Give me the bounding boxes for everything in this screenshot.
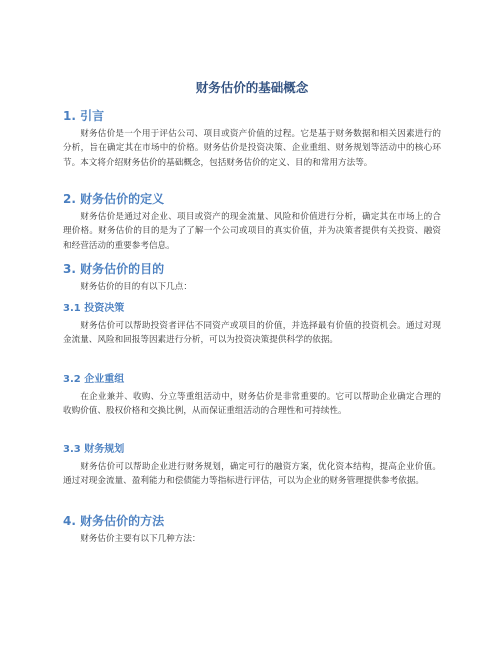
- subsection-paragraph-corporate-restructuring: 在企业兼并、收购、分立等重组活动中，财务估价是非常重要的。它可以帮助企业确定合理的收购价值、股权价格和交换比例，从而保证重组活动的合理性和可持续性。: [63, 392, 441, 417]
- section-heading-methods: 4. 财务估价的方法: [63, 514, 165, 528]
- section-heading-introduction: 1. 引言: [63, 109, 105, 123]
- subsection-heading-investment-decision: 3.1 投资决策: [63, 303, 125, 314]
- section-paragraph-definition: 财务估价是通过对企业、项目或资产的现金流量、风险和价值进行分析，确定其在市场上的合理价格。财务估价的目的是为了了解一个公司或项目的真实价值，并为决策者提供有关投资、融资和经营活动的重要参考信息。: [63, 212, 441, 251]
- subsection-paragraph-investment-decision: 财务估价可以帮助投资者评估不同资产或项目的价值，并选择最有价值的投资机会。通过对现金流量、风险和回报等因素进行分析，可以为投资决策提供科学的依据。: [63, 321, 441, 346]
- subsection-paragraph-financial-planning: 财务估价可以帮助企业进行财务规划，确定可行的融资方案，优化资本结构，提高企业价值。通过对现金流量、盈利能力和偿债能力等指标进行评估，可以为企业的财务管理提供参考依据。: [63, 462, 441, 487]
- section-paragraph-introduction: 财务估价是一个用于评估公司、项目或资产价值的过程。它是基于财务数据和相关因素进行的分析，旨在确定其在市场中的价格。财务估价是投资决策、企业重组、财务规划等活动中的核心环节。本文将介绍财务估价的基础概念，包括财务估价的定义、目的和常用方法等。: [63, 129, 441, 168]
- subsection-heading-corporate-restructuring: 3.2 企业重组: [63, 374, 125, 385]
- section-paragraph-methods: 财务估价主要有以下几种方法：: [80, 534, 201, 544]
- section-heading-definition: 2. 财务估价的定义: [63, 192, 165, 206]
- document-title: 财务估价的基础概念: [195, 80, 309, 95]
- section-paragraph-purpose: 财务估价的目的有以下几点：: [80, 282, 192, 292]
- section-heading-purpose: 3. 财务估价的目的: [63, 262, 165, 276]
- subsection-heading-financial-planning: 3.3 财务规划: [63, 444, 125, 455]
